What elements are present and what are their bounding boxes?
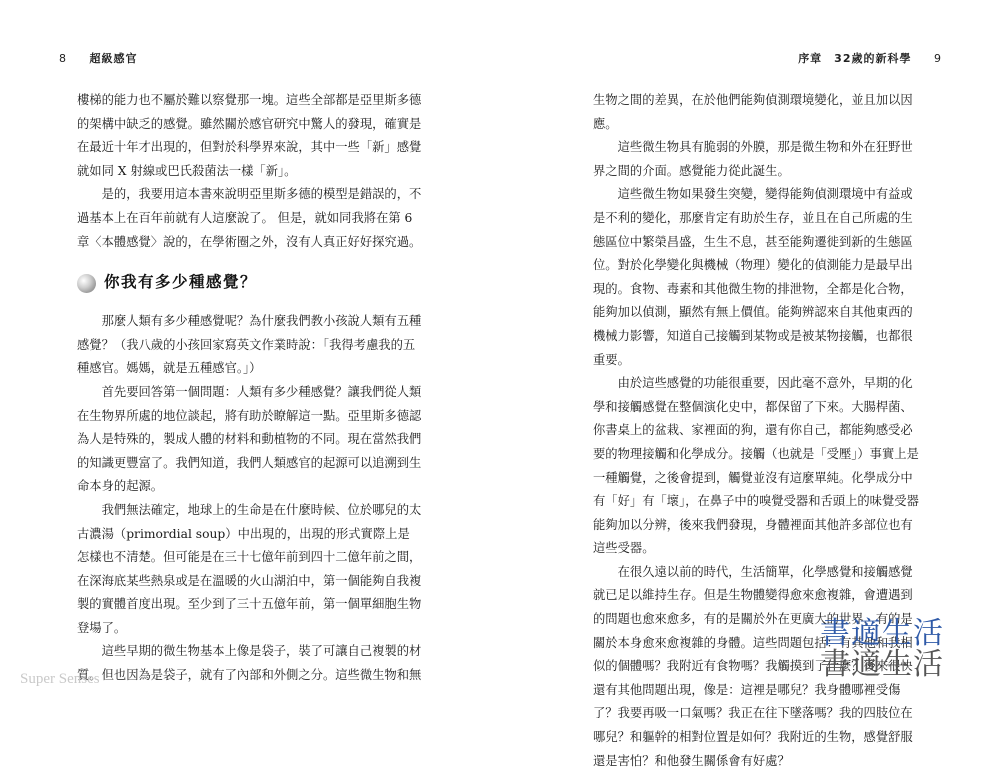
right-page-number: 9 xyxy=(934,52,942,65)
left-paragraph-4: 首先要回答第一個問題：人類有多少種感覺？讓我們從人類在生物界所處的地位談起，將有助於瞭解這一點。亞里斯多德認為人是特殊的，製成人體的材料和動植物的不同。現在當然我們的知識更豐富了。我們知道，我們人類感官的起源可以追溯到生命本身的起源。 xyxy=(77,384,422,494)
left-page-body xyxy=(77,89,422,688)
right-paragraph-2: 這些微生物具有脆弱的外膜，那是微生物和外在狂野世界之間的介面。感覺能力從此誕生。 xyxy=(593,140,913,178)
left-paragraph-1: 樓梯的能力也不屬於難以察覺那一塊。這些全部都是亞里斯多德的架構中缺乏的感覺。雖然關於感官研究中驚人的發現，確實是在最近十年才出現的，但對於科學界來說，其中一些「新」感覺就如同 X 射線或巴氏殺菌法一樣「新」。 xyxy=(77,93,422,178)
left-paragraph-3: 那麼人類有多少種感覺呢？為什麼我們教小孩說人類有五種感覺？（我八歲的小孩回家寫英文作業時說：「我得考慮我的五種感官。媽媽，就是五種感官。」） xyxy=(77,314,422,376)
right-paragraph-1: 生物之間的差異，在於他們能夠偵測環境變化，並且加以因應。 xyxy=(593,93,913,131)
right-paragraph-3: 這些微生物如果發生突變，變得能夠偵測環境中有益或是不利的變化，那麼肯定有助於生存，並且在自己所處的生態區位中繁榮昌盛，生生不息，甚至能夠遷徙到新的生態區位。對於化學變化與機械（物理）變化的偵測能力是最早出現的。食物、毒素和其他微生物的排泄物，全都是化合物，能夠加以偵測，顯然有無上價值。能夠辨認來自其他東西的機械力影響，知道自己接觸到某物或是被某物接觸，也都很重要。 xyxy=(593,187,913,367)
right-paragraph-5: 在很久遠以前的時代，生活簡單，化學感覺和接觸感覺就已足以維持生存。但是生物體變得愈來愈複雜，會遭遇到的問題也愈來愈多，有的是關於外在更廣大的世界，有的是關於本身愈來愈複雜的身體。這些問題包括：有其他和我相似的個體嗎？我附近有食物嗎？我觸摸到了什麼？後來很快還有其他問題出現，像是：這裡是哪兒？我身體哪裡受傷了？我要再吸一口氣嗎？我正在往下墜落嗎？我的四肢位在哪兒？和軀幹的相對位置是如何？我附近的生物，感覺舒服還是害怕？和他發生關係會有好處？ xyxy=(593,564,913,768)
left-paragraph-2: 是的，我要用這本書來說明亞里斯多德的模型是錯誤的，不過基本上在百年前就有人這麼說了。 但是，就如同我將在第 6 章〈本體感覺〉說的，在學術圈之外，沒有人真正好好探究過。 xyxy=(77,187,422,249)
section-title: 你我有多少種感覺？ xyxy=(104,273,258,292)
watermark-line-2: 書適生活 xyxy=(820,647,944,682)
watermark-line-1: 書適生活 xyxy=(820,616,944,651)
right-running-title: 序章 32歲的新科學 xyxy=(798,52,912,65)
left-paragraph-5: 我們無法確定，地球上的生命是在什麼時候、位於哪兒的太古濃湯（primordial soup）中出現的，出現的形式實際上是怎樣也不清楚。但可能是在三十七億年前到四十二億年前之間，在深海底某些熱泉或是在溫暖的火山湖泊中，第一個能夠自我複製的實體首度出現。至少到了三十五億年前，第一個單細胞生物登場了。 xyxy=(77,502,422,635)
sphere-bullet-icon xyxy=(77,274,96,293)
left-paragraph-6: 這些早期的微生物基本上像是袋子，裝了可讓自己複製的材質。但也因為是袋子，就有了內部和外側之分。這些微生物和無 xyxy=(77,644,422,683)
right-paragraph-4: 由於這些感覺的功能很重要，因此毫不意外，早期的化學和接觸感覺在整個演化史中，都保留了下來。大腸桿菌、你書桌上的盆栽、家裡面的狗，還有你自己，都能夠感受必要的物理接觸和化學成分。接觸（也就是「受壓」）事實上是一種觸覺，之後會提到，觸覺並沒有這麼單純。化學成分中有「好」有「壞」，在鼻子中的嗅覺受器和舌頭上的味覺受器能夠加以分辨，後來我們發現，身體裡面其他許多部位也有這些受器。 xyxy=(593,376,919,556)
left-page-header xyxy=(59,50,138,66)
footer-book-title: Super Senses xyxy=(20,671,100,687)
right-page-header xyxy=(798,50,942,66)
left-page-number: 8 xyxy=(59,52,67,65)
section-heading xyxy=(77,270,422,296)
left-running-title: 超級感官 xyxy=(89,52,138,65)
